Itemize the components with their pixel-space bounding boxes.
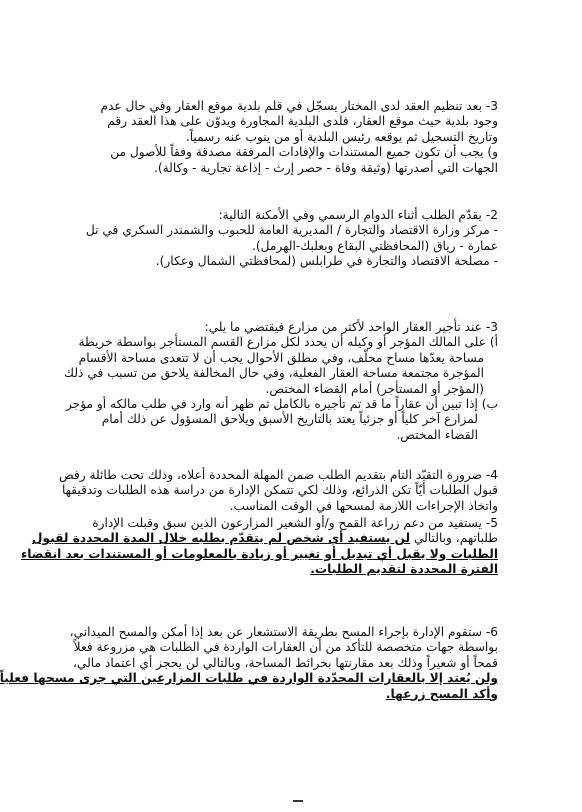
s5-line-4: الفترة المحددة لتقديم الطلبات. <box>310 562 498 577</box>
s5-line-2-plain: طلباتهم، وبالتالي <box>410 531 498 546</box>
s3-line-4: و) يجب أن تكون جميع المستندات والإفادات المرفقة مصدقة وفقاً للأصول من <box>110 145 498 160</box>
s3b-line-6: ب) إذا تبين أن عقاراً ما قد تم تأجيره بالكامل ثم ظهر أنه وارد في طلب مالكه أو مؤجر <box>65 397 498 412</box>
s3b-line-5: (المؤجر أو المستأجر) أمام القضاء المختص. <box>265 381 484 396</box>
section-3-multiple-tenants <box>63 320 498 443</box>
s2-line-3: عمارة - رياق (المحافظتي البقاع وبعلبك-الهرمل). <box>252 238 498 253</box>
s3b-line-7: لمزارع آخر كلياً أو جزئياً يعتد بالتاريخ الأسبق ويلاحق المسؤول عن ذلك أمام <box>101 412 478 427</box>
s2-line-2: - مركز وزارة الاقتصاد والتجارة / المديرية العامة للحبوب والشمندر السكري في تل <box>85 223 498 238</box>
s5-line-2-emphasis: لن يستفيد أي شخص لم يتقدّم بطلبه خلال المدة المحددة لقبول <box>31 531 411 546</box>
s4-line-3: واتخاذ الإجراءات اللازمة لمسحها في الوقت المناسب. <box>229 498 498 513</box>
section-2-submission-places <box>63 208 498 270</box>
s3b-line-4: المؤجرة مجتمعة مساحة العقار الفعلية، وفي حال المخالفة يلاحق من تسبب في ذلك <box>64 366 484 381</box>
s3b-line-8: القضاء المختص. <box>396 427 478 442</box>
s6-line-4: ولن يُعتد إلا بالعقارات المحدّدة الواردة في طلبات المزارعين التي جرى مسحها فعلياً <box>0 671 498 686</box>
page-footer-mark <box>293 800 303 802</box>
s2-line-1: 2- يقدّم الطلب أثناء الدوام الرسمي وفي الأمكنة التالية: <box>218 208 498 222</box>
s4-line-2: قبول الطلبات أيّاً تكن الذرائع، وذلك لكي تتمكن الإدارة من دراسة هذه الطلبات وتدقيقها <box>61 483 498 498</box>
s6-line-2: بواسطة جهات متخصصة للتأكد من أن العقارات الواردة في الطلبات هي مزروعة فعلاً <box>73 640 498 655</box>
s3-line-1: 3- بعد تنظيم العقد لدى المختار يسجّل في قلم بلدية موقع العقار وفي حال عدم <box>100 99 498 113</box>
section-3-contract-registration <box>63 99 498 176</box>
s6-line-1: 6- ستقوم الإدارة بإجراء المسح بطريقة الاستشعار عن بعد إذا أمكن والمسح الميداني، <box>69 625 498 639</box>
s2-line-4: - مصلحة الاقتصاد والتجارة في طرابلس (لمحافظتي الشمال وعكار). <box>155 254 498 269</box>
s3b-line-1: 3- عند تأجير العقار الواحد لأكثر من مزارع فيقتضي ما يلي: <box>204 320 498 334</box>
section-4-deadline <box>58 468 498 514</box>
section-6-survey <box>0 625 498 702</box>
s3-line-2: وجود بلدية حيث موقع العقار، فلدى البلدية المجاورة ويدوّن على هذا العقد رقم <box>107 114 498 129</box>
s6-line-3: قمحاً أو شعيراً وذلك بعد مقارنتها بخرائط المساحة، وبالتالي لن يحجز أي اعتماد مالي، <box>73 655 498 670</box>
s5-line-3: الطلبات ولا يقبل أي تبديل أو تغيير أو زيادة بالمعلومات أو المستندات بعد انقضاء <box>20 546 498 561</box>
s3b-line-3: مساحة يعدّها مساح محلّف، وفي مطلق الأحوال يجب أن لا تتعدى مساحة الأقسام <box>78 350 484 365</box>
s5-line-2 <box>31 531 498 546</box>
s3-line-3: وتاريخ التسجيل ثم يوقعه رئيس البلدية أو من ينوب عنه رسمياً. <box>185 129 498 144</box>
section-5-beneficiaries <box>20 516 498 578</box>
s6-line-5: وأكد المسح زرعها. <box>385 686 498 701</box>
s4-line-1: 4- ضرورة التقيّد التام بتقديم الطلب ضمن المهلة المحددة أعلاه، وذلك تحت طائلة رفض <box>58 468 498 482</box>
s3-line-5: الجهات التي أصدرتها (وثيقة وفاة - حصر إرث - إذاعة تجارية - وكالة). <box>154 160 498 175</box>
s3b-line-2: أ) على المالك المؤجر أو وكيله أن يحدد لكل مزارع القسم المستأجر بواسطة خريطة <box>78 335 498 350</box>
s5-line-1: 5- يستفيد من دعم زراعة القمح و/أو الشعير المزارعون الذين سبق وقبلت الإدارة <box>92 516 498 530</box>
